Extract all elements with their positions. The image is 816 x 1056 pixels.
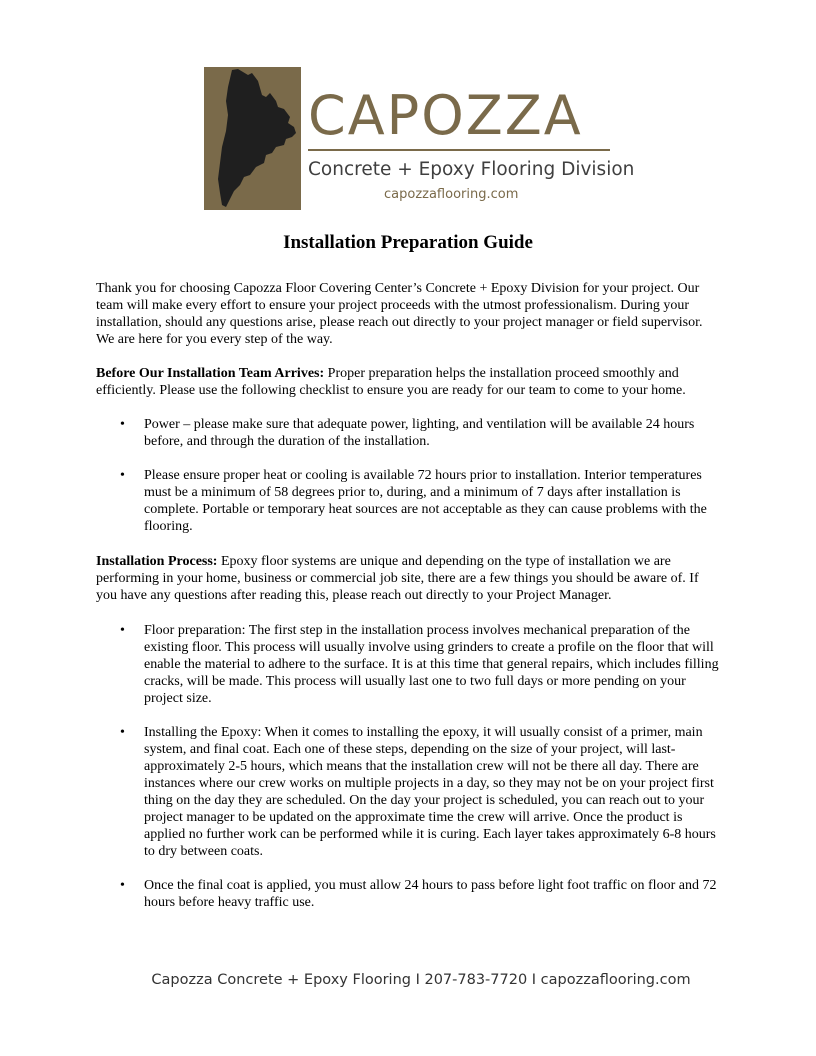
list-item-text: Installing the Epoxy: When it comes to installing the epoxy, it will usually consist of a primer, main system, and final coat. Each one of these steps, depending on the size of your project, will last-approximately 2-5 hours, which means that the installation crew will not be there all day. There are instances where our crew works on multiple projects in a day, so they may not be on your project first thing on the day they are scheduled. On the day your project is scheduled, you can reach out to your project manager to be updated on the approximate time the crew will arrive. Once the product is applied no further work can be performed while it is curing. Each layer takes approximately 6-8 hours to dry between coats. (144, 725, 716, 859)
installation-process-text: Epoxy floor systems are unique and depending on the type of installation we are performing in your home, business or commercial job site, there are a few things you should be aware of. If you have any questions after reading this, please reach out directly to your Project Manager. (96, 554, 699, 603)
list-item (96, 724, 722, 860)
before-arrival-checklist (96, 416, 722, 535)
bullet-icon: • (120, 725, 125, 740)
page-footer: Capozza Concrete + Epoxy Flooring I 207-783-7720 I capozzaflooring.com (151, 972, 691, 988)
before-arrival-text: Proper preparation helps the installation proceed smoothly and efficiently. Please use the following checklist to ensure you are ready for our team to come to your home. (96, 366, 686, 398)
before-arrival-heading: Before Our Installation Team Arrives: (96, 366, 325, 381)
capozza-logo (204, 67, 635, 211)
bullet-icon: • (120, 623, 125, 638)
installation-process-heading: Installation Process: (96, 554, 218, 569)
division-name: Concrete + Epoxy Flooring Division (308, 159, 635, 180)
brand-name: CAPOZZA (308, 84, 583, 147)
page-title: Installation Preparation Guide (283, 232, 533, 253)
list-item-text: Please ensure proper heat or cooling is available 72 hours prior to installation. Interior temperatures must be a minimum of 58 degrees prior to, during, and a minimum of 7 days after installation is complete. Portable or temporary heat sources are not acceptable as they can cause problems with the flooring. (144, 468, 707, 534)
installation-process-list (96, 622, 722, 911)
bullet-icon: • (120, 417, 125, 432)
logo-website: capozzaflooring.com (384, 187, 519, 202)
installation-process-paragraph (96, 553, 722, 604)
list-item (96, 416, 722, 450)
intro-paragraph: Thank you for choosing Capozza Floor Covering Center’s Concrete + Epoxy Division for your project. Our team will make every effort to ensure your project proceeds with the utmost professionalism. During your installation, should any questions arise, please reach out directly to your project manager or field supervisor. We are here for you every step of the way. (96, 281, 703, 347)
list-item-text: Power – please make sure that adequate power, lighting, and ventilation will be available 24 hours before, and through the duration of the installation. (144, 417, 695, 449)
maine-map-icon (204, 67, 301, 210)
list-item (96, 622, 722, 707)
logo-divider (308, 149, 610, 151)
list-item-text: Once the final coat is applied, you must allow 24 hours to pass before light foot traffic on floor and 72 hours before heavy traffic use. (144, 878, 717, 910)
bullet-icon: • (120, 878, 125, 893)
before-arrival-paragraph (96, 365, 722, 399)
list-item-text: Floor preparation: The first step in the installation process involves mechanical preparation of the existing floor. This process will usually involve using grinders to create a profile on the floor that will enable the material to adhere to the surface. It is at this time that general repairs, which includes filling cracks, will be made. This process will usually last one to two full days or more pending on your project size. (144, 623, 719, 706)
list-item (96, 877, 722, 911)
bullet-icon: • (120, 468, 125, 483)
list-item (96, 467, 722, 535)
